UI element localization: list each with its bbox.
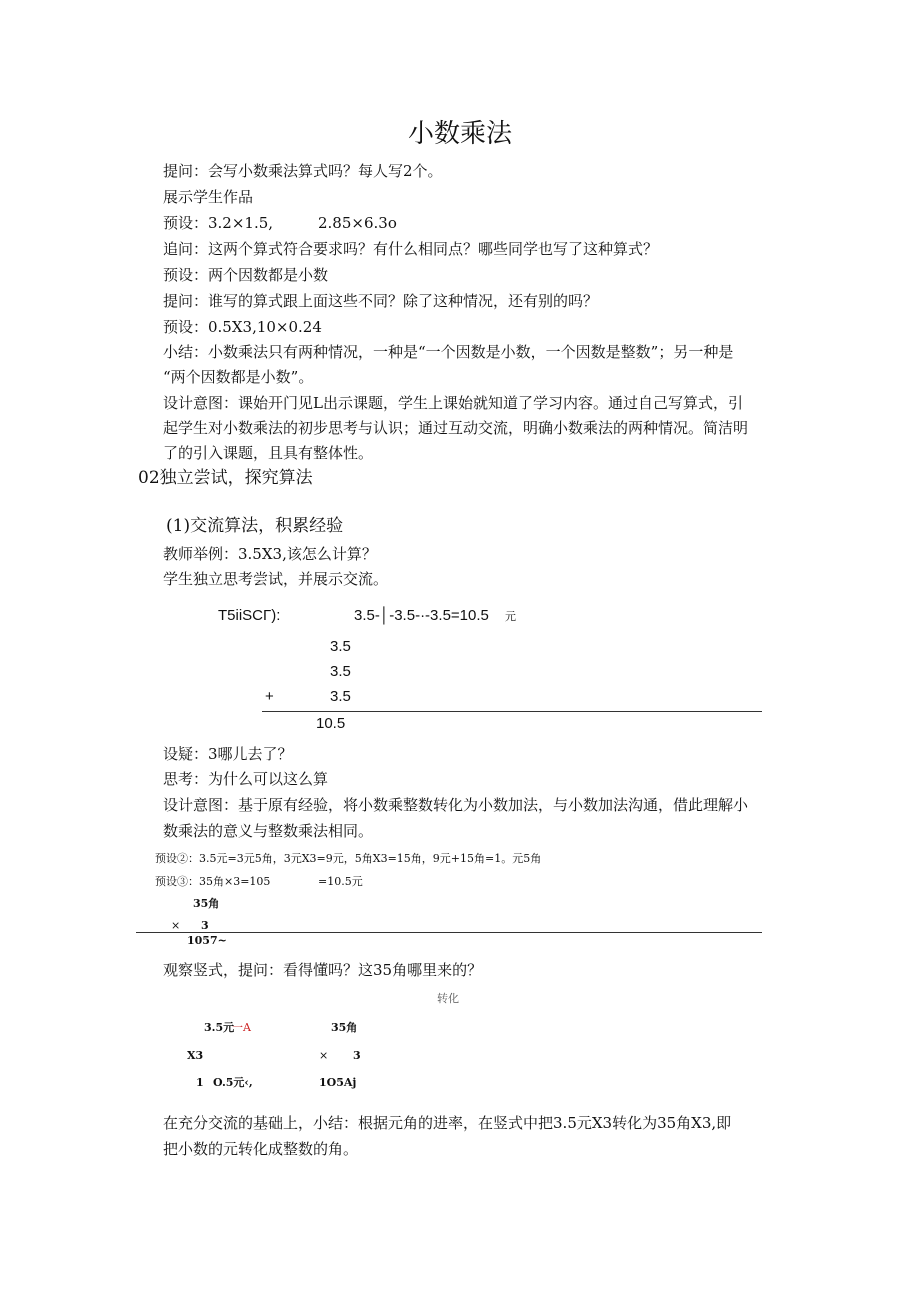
intro-line: 设计意图：课始开门见L出示课题，学生上课始就知道了学习内容。通过自己写算式，引 <box>163 394 743 412</box>
vertical-factor: 3 <box>201 919 209 932</box>
intro-line: 追问：这两个算式符合要求吗？有什么相同点？哪些同学也写了这种算式？ <box>163 240 659 258</box>
conversion-left-bottom-b: O.5元‹, <box>213 1076 253 1089</box>
vertical-times: × <box>171 919 181 932</box>
intro-line: 2.85×6.3o <box>318 214 397 232</box>
conversion-left-top: 3.5元 <box>204 1021 235 1034</box>
intro-line: 预设：两个因数都是小数 <box>163 266 329 284</box>
addition-unit: 元 <box>505 610 516 623</box>
page-title: 小数乘法 <box>407 119 512 149</box>
intro-line: 预设：0.5X3,10×0.24 <box>163 318 322 336</box>
plus-sign: + <box>265 688 274 705</box>
addend: 3.5 <box>330 638 351 655</box>
conversion-right-top: 35角 <box>331 1021 358 1034</box>
observe-line: 观察竖式，提问：看得懂吗？这35角哪里来的？ <box>163 961 483 979</box>
conversion-label: 转化 <box>437 992 459 1005</box>
section-heading: 02独立尝试，探究算法 <box>138 468 313 488</box>
addend: 3.5 <box>330 688 351 705</box>
intro-line: 预设：3.2×1.5, <box>163 214 274 232</box>
intro-line: 提问：谁写的算式跟上面这些不同？除了这种情况，还有别的吗？ <box>163 292 599 310</box>
intro-line: 小结：小数乘法只有两种情况，一种是“一个因数是小数，一个因数是整数”；另一种是 <box>163 343 734 361</box>
conversion-right-factor: 3 <box>353 1049 361 1062</box>
mid-line: 数乘法的意义与整数乘法相同。 <box>163 822 374 840</box>
summary-line: 把小数的元转化成整数的角。 <box>163 1140 359 1158</box>
preset-line: =10.5元 <box>318 875 363 888</box>
conversion-left-bottom-a: 1 <box>196 1076 204 1089</box>
vertical-result: 1057~ <box>187 934 227 947</box>
example-line: 教师举例：3.5X3,该怎么计算？ <box>163 545 377 563</box>
intro-line: 了的引入课题，且具有整体性。 <box>163 444 374 462</box>
mid-line: 设疑：3哪儿去了？ <box>163 745 293 763</box>
conversion-arrow-icon: 一A <box>232 1021 251 1034</box>
method-label: T5iiSCΓ): <box>218 607 281 624</box>
conversion-right-bottom: 1O5Aj <box>319 1076 357 1089</box>
mid-line: 设计意图：基于原有经验，将小数乘整数转化为小数加法，与小数加法沟通，借此理解小 <box>163 796 749 814</box>
intro-line: 提问：会写小数乘法算式吗？每人写2个。 <box>163 162 443 180</box>
mid-line: 思考：为什么可以这么算 <box>163 770 329 788</box>
conversion-left-mid: X3 <box>187 1049 204 1062</box>
sum-divider <box>262 711 762 712</box>
preset-line: 预设②：3.5元=3元5角，3元X3=9元，5角X3=15角，9元+15角=1。元5角 <box>155 852 542 865</box>
intro-line: 展示学生作品 <box>163 188 254 206</box>
example-line: 学生独立思考尝试，并展示交流。 <box>163 570 389 588</box>
intro-line: “两个因数都是小数”。 <box>163 368 314 386</box>
addition-equation: 3.5-│-3.5-·-3.5=10.5 <box>354 607 489 624</box>
addend: 3.5 <box>330 663 351 680</box>
vertical-top: 35角 <box>193 897 220 910</box>
conversion-right-times: × <box>319 1049 329 1062</box>
preset-line: 预设③：35角×3=105 <box>155 875 271 888</box>
subsection-heading: (1)交流算法，积累经验 <box>166 516 344 536</box>
summary-line: 在充分交流的基础上，小结：根据元角的进率，在竖式中把3.5元X3转化为35角X3,即 <box>163 1114 732 1132</box>
sum-result: 10.5 <box>316 715 346 732</box>
vertical-divider <box>136 932 762 933</box>
intro-line: 起学生对小数乘法的初步思考与认识；通过互动交流，明确小数乘法的两种情况。简洁明 <box>163 419 749 437</box>
